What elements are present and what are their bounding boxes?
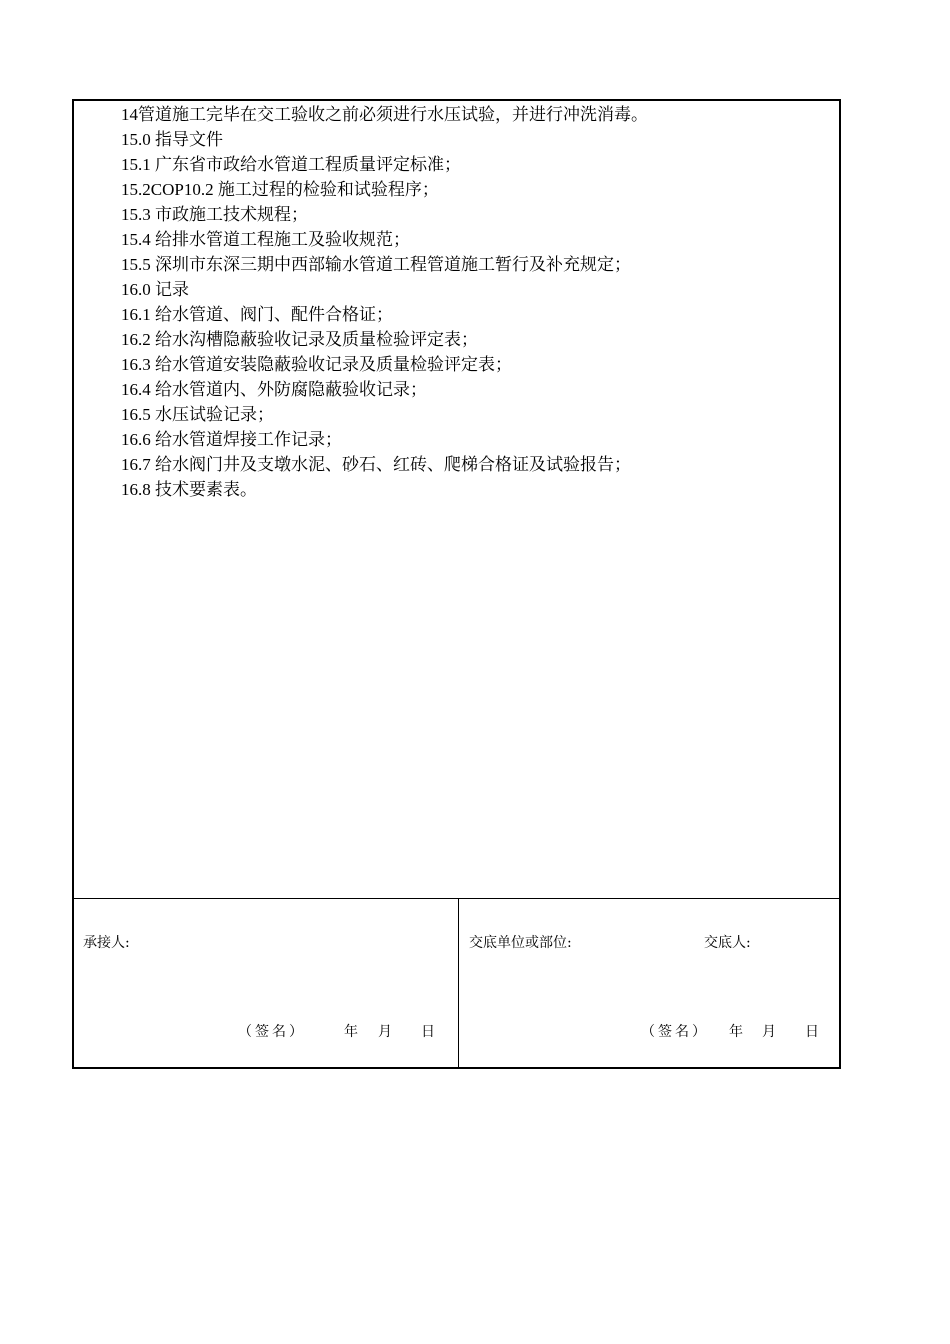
content-line: 16.2 给水沟槽隐蔽验收记录及质量检验评定表；	[121, 330, 478, 349]
content-line: 16.8 技术要素表。	[121, 480, 257, 499]
content-line: 15.0 指导文件	[121, 130, 223, 149]
content-lines	[121, 102, 648, 502]
unit-label: 交底单位或部位:	[469, 935, 572, 951]
receiver-month: 月	[378, 1024, 392, 1040]
content-line: 16.1 给水管道、阀门、配件合格证；	[121, 305, 393, 324]
content-cell	[74, 101, 839, 899]
discloser-month: 月	[762, 1024, 776, 1040]
discloser-signature-label: （签名）	[641, 1024, 709, 1040]
content-line: 16.7 给水阀门井及支墩水泥、砂石、红砖、爬梯合格证及试验报告；	[121, 455, 631, 474]
receiver-year: 年	[344, 1024, 358, 1040]
receiver-day: 日	[421, 1024, 435, 1040]
form-table	[72, 99, 841, 1069]
receiver-signature-label: （签名）	[238, 1024, 306, 1040]
signature-row	[74, 898, 839, 1067]
discloser-label: 交底人:	[704, 935, 751, 951]
content-line: 16.6 给水管道焊接工作记录；	[121, 430, 342, 449]
content-line: 16.3 给水管道安装隐蔽验收记录及质量检验评定表；	[121, 355, 512, 374]
content-line: 16.0 记录	[121, 280, 189, 299]
content-line: 15.1 广东省市政给水管道工程质量评定标准；	[121, 155, 461, 174]
content-line: 16.5 水压试验记录；	[121, 405, 274, 424]
discloser-cell	[459, 898, 839, 1067]
discloser-year: 年	[729, 1024, 743, 1040]
content-line: 15.5 深圳市东深三期中西部输水管道工程管道施工暂行及补充规定；	[121, 255, 631, 274]
content-line: 15.4 给排水管道工程施工及验收规范；	[121, 230, 410, 249]
receiver-label: 承接人:	[83, 935, 130, 951]
content-line: 16.4 给水管道内、外防腐隐蔽验收记录；	[121, 380, 427, 399]
content-line: 15.2COP10.2 施工过程的检验和试验程序；	[121, 180, 439, 199]
discloser-day: 日	[805, 1024, 819, 1040]
receiver-cell	[74, 898, 459, 1067]
content-line: 14管道施工完毕在交工验收之前必须进行水压试验，并进行冲洗消毒。	[121, 105, 648, 124]
content-line: 15.3 市政施工技术规程；	[121, 205, 308, 224]
